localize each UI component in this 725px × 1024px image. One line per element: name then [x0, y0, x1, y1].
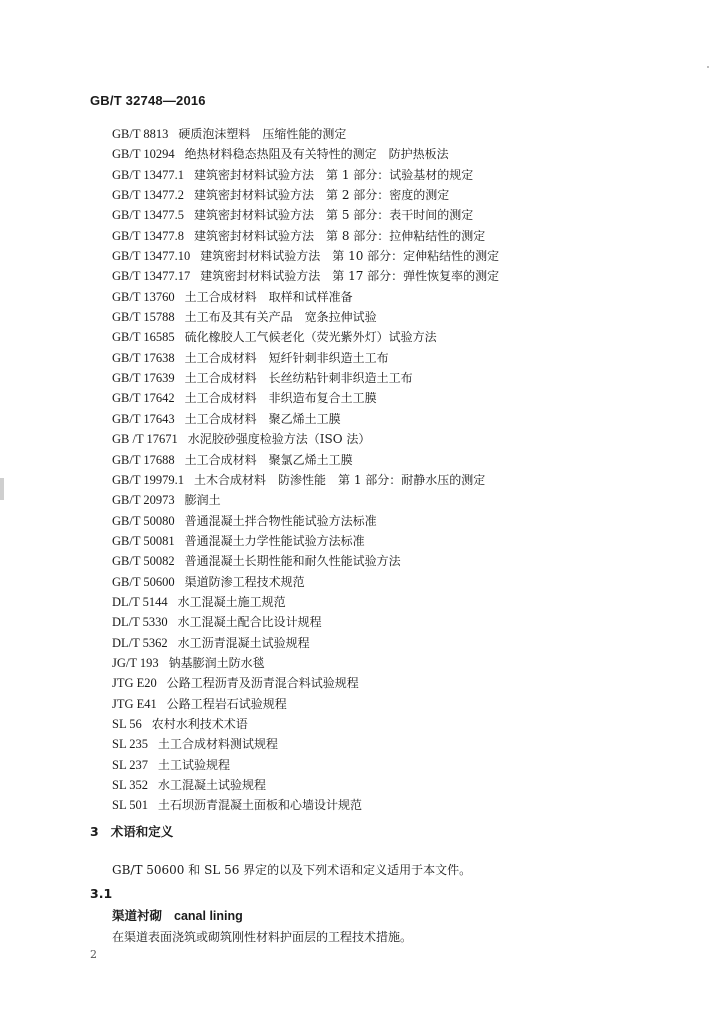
reference-title: 土工合成材料 聚乙烯土工膜	[184, 411, 341, 426]
reference-title: 膨润土	[184, 493, 221, 508]
reference-item	[112, 734, 632, 754]
reference-item	[112, 287, 632, 307]
reference-title: 渠道防渗工程技术规范	[184, 574, 305, 589]
reference-item	[112, 409, 632, 429]
reference-item	[112, 653, 632, 673]
reference-title: 硫化橡胶人工气候老化（荧光紫外灯）试验方法	[184, 330, 437, 345]
reference-item	[112, 592, 632, 612]
reference-item	[112, 531, 632, 551]
term-entry	[112, 906, 243, 924]
reference-item	[112, 144, 632, 164]
reference-code: JTG E41	[112, 696, 157, 711]
reference-title: 土工合成材料 取样和试样准备	[184, 289, 353, 304]
reference-code: GB/T 13477.17	[112, 269, 191, 284]
reference-code: GB/T 13477.1	[112, 167, 184, 182]
reference-item	[112, 572, 632, 592]
reference-title: 土工合成材料 短纤针刺非织造土工布	[184, 350, 389, 365]
standard-number-header: GB/T 32748—2016	[90, 93, 206, 108]
reference-item	[112, 511, 632, 531]
reference-title: 建筑密封材料试验方法 第 1 部分：试验基材的规定	[194, 167, 474, 182]
section-number: 3	[90, 824, 99, 839]
reference-item	[112, 795, 632, 815]
reference-title: 公路工程沥青及沥青混合料试验规程	[166, 676, 359, 691]
reference-code: GB /T 17671	[112, 432, 178, 447]
reference-code: GB/T 19979.1	[112, 472, 184, 487]
reference-title: 建筑密封材料试验方法 第 5 部分：表干时间的测定	[194, 208, 474, 223]
reference-title: 农村水利技术术语	[151, 716, 248, 731]
term-chinese: 渠道衬砌	[112, 908, 163, 923]
reference-code: GB/T 50081	[112, 533, 175, 548]
reference-code: GB/T 13477.2	[112, 188, 184, 203]
reference-title: 土工布及其有关产品 宽条拉伸试验	[184, 310, 377, 325]
reference-title: 土工合成材料 非织造布复合土工膜	[184, 391, 377, 406]
section-3-heading	[90, 822, 173, 840]
reference-title: 绝热材料稳态热阻及有关特性的测定 防护热板法	[184, 147, 449, 162]
reference-code: SL 237	[112, 757, 148, 772]
reference-item	[112, 673, 632, 693]
reference-title: 建筑密封材料试验方法 第 8 部分：拉伸粘结性的测定	[194, 228, 486, 243]
reference-code: GB/T 10294	[112, 147, 175, 162]
reference-code: DL/T 5144	[112, 594, 168, 609]
reference-title: 土石坝沥青混凝土面板和心墙设计规范	[158, 798, 363, 813]
reference-title: 水工混凝土施工规范	[177, 594, 286, 609]
reference-title: 建筑密封材料试验方法 第 10 部分：定伸粘结性的测定	[200, 249, 500, 264]
scan-edge-mark	[0, 478, 4, 500]
term-definition: 在渠道表面浇筑或砌筑刚性材料护面层的工程技术措施。	[112, 930, 413, 944]
reference-code: GB/T 17639	[112, 371, 175, 386]
reference-item	[112, 755, 632, 775]
reference-title: 土工合成材料 聚氯乙烯土工膜	[184, 452, 353, 467]
reference-title: 普通混凝土长期性能和耐久性能试验方法	[184, 554, 401, 569]
reference-item	[112, 490, 632, 510]
reference-code: GB/T 50600	[112, 574, 175, 589]
reference-item	[112, 775, 632, 795]
reference-item	[112, 185, 632, 205]
normative-references-list	[112, 124, 632, 816]
reference-item	[112, 124, 632, 144]
reference-code: GB/T 15788	[112, 310, 175, 325]
reference-title: 建筑密封材料试验方法 第 17 部分：弹性恢复率的测定	[200, 269, 500, 284]
reference-item	[112, 694, 632, 714]
reference-title: 公路工程岩石试验规程	[166, 696, 287, 711]
reference-item	[112, 470, 632, 490]
reference-title: 普通混凝土拌合物性能试验方法标准	[184, 513, 377, 528]
reference-code: GB/T 17643	[112, 411, 175, 426]
reference-title: 水工混凝土配合比设计规程	[177, 615, 322, 630]
page-number: 2	[90, 948, 97, 961]
reference-title: 钠基膨润土防水毯	[168, 655, 265, 670]
reference-code: GB/T 20973	[112, 493, 175, 508]
reference-title: 土工合成材料 长丝纺粘针刺非织造土工布	[184, 371, 413, 386]
reference-code: GB/T 16585	[112, 330, 175, 345]
section-title: 术语和定义	[110, 824, 174, 839]
reference-code: GB/T 17642	[112, 391, 175, 406]
reference-title: 水工沥青混凝土试验规程	[177, 635, 310, 650]
reference-title: 土工合成材料测试规程	[158, 737, 279, 752]
reference-code: GB/T 13477.5	[112, 208, 184, 223]
reference-item	[112, 348, 632, 368]
reference-item	[112, 450, 632, 470]
reference-code: GB/T 50080	[112, 513, 175, 528]
reference-code: GB/T 50082	[112, 554, 175, 569]
reference-code: DL/T 5362	[112, 635, 168, 650]
reference-title: 水工混凝土试验规程	[158, 778, 267, 792]
reference-title: 建筑密封材料试验方法 第 2 部分：密度的测定	[194, 188, 450, 203]
reference-code: JTG E20	[112, 676, 157, 691]
reference-item	[112, 429, 632, 449]
reference-code: GB/T 17638	[112, 350, 175, 365]
reference-code: DL/T 5330	[112, 615, 168, 630]
reference-title: 土工试验规程	[158, 757, 231, 772]
reference-code: GB/T 17688	[112, 452, 175, 467]
reference-code: SL 352	[112, 778, 148, 792]
reference-code: GB/T 13477.10	[112, 249, 191, 264]
reference-title: 土木合成材料 防渗性能 第 1 部分：耐静水压的测定	[194, 472, 486, 487]
reference-item	[112, 633, 632, 653]
reference-item	[112, 714, 632, 734]
scan-speck	[707, 66, 709, 68]
reference-item	[112, 612, 632, 632]
reference-code: GB/T 13760	[112, 289, 175, 304]
reference-item	[112, 266, 632, 286]
reference-code: GB/T 13477.8	[112, 228, 184, 243]
reference-item	[112, 165, 632, 185]
reference-code: JG/T 193	[112, 655, 159, 670]
reference-item	[112, 388, 632, 408]
reference-title: 硬质泡沫塑料 压缩性能的测定	[178, 127, 347, 141]
reference-item	[112, 307, 632, 327]
reference-code: SL 501	[112, 798, 148, 813]
reference-item	[112, 327, 632, 347]
reference-code: SL 235	[112, 737, 148, 752]
term-number: 3.1	[90, 886, 113, 901]
reference-item	[112, 368, 632, 388]
reference-code: GB/T 8813	[112, 127, 169, 141]
reference-item	[112, 551, 632, 571]
reference-title: 普通混凝土力学性能试验方法标准	[184, 533, 365, 548]
reference-code: SL 56	[112, 716, 142, 731]
reference-item	[112, 226, 632, 246]
reference-item	[112, 205, 632, 225]
section-3-intro: GB/T 50600 和 SL 56 界定的以及下列术语和定义适用于本文件。	[112, 863, 472, 877]
reference-title: 水泥胶砂强度检验方法（ISO 法）	[187, 432, 371, 447]
term-english: canal lining	[174, 909, 243, 923]
reference-item	[112, 246, 632, 266]
